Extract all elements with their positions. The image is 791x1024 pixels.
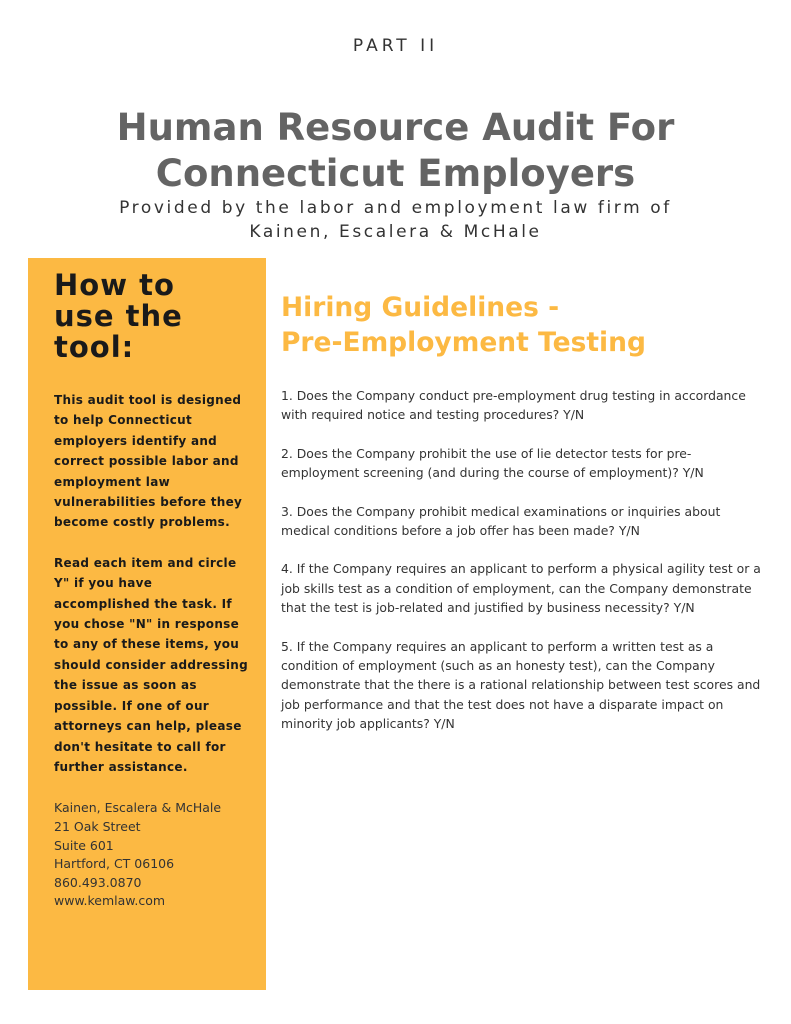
question-item: 1. Does the Company conduct pre-employment drug testing in accordance with required notice and testing procedures? Y/N bbox=[281, 388, 746, 423]
subtitle-line-2: Kainen, Escalera & McHale bbox=[249, 222, 542, 242]
section-title-line-2: Pre-Employment Testing bbox=[281, 327, 646, 358]
contact-block bbox=[54, 799, 250, 911]
section-title-line-1: Hiring Guidelines - bbox=[281, 292, 560, 323]
subtitle-line-1: Provided by the labor and employment law firm of bbox=[119, 198, 672, 218]
question-list bbox=[281, 386, 761, 734]
question-item: 2. Does the Company prohibit the use of lie detector tests for pre-employment screening (and during the course of employment)? Y/N bbox=[281, 445, 704, 481]
question-item: 5. If the Company requires an applicant to perform a written test as a condition of employment (such as an honesty test), can the Company demonstrate that the there is a rational relationship between test scores and job performance and that the test does not have a disparate impact on minority job applicants? Y/N bbox=[281, 638, 761, 732]
contact-suite: Suite 601 bbox=[54, 837, 114, 853]
instructions-sidebar bbox=[28, 258, 266, 990]
contact-city: Hartford, CT 06106 bbox=[54, 856, 175, 872]
contact-website[interactable]: www.kemlaw.com bbox=[54, 893, 166, 909]
section-title bbox=[281, 290, 761, 360]
sidebar-instructions-paragraph: Read each item and circle Y" if you have accomplished the task. If you chose "N" in response to any of these items, you should consider addressing the issue as soon as possible. If one of our attorneys can help, please don't hesitate to call for further assistance. bbox=[54, 555, 248, 774]
main-content bbox=[281, 290, 761, 753]
contact-street: 21 Oak Street bbox=[54, 818, 141, 834]
page-title-line-2: Connecticut Employers bbox=[155, 151, 636, 195]
subtitle bbox=[0, 196, 791, 244]
contact-firm: Kainen, Escalera & McHale bbox=[54, 800, 222, 816]
page-title bbox=[0, 105, 791, 197]
question-item: 4. If the Company requires an applicant to perform a physical agility test or a job skills test as a condition of employment, can the Company demonstrate that the test is job-related and justified by business necessity? Y/N bbox=[281, 561, 761, 616]
sidebar-intro-paragraph: This audit tool is designed to help Connecticut employers identify and correct possible labor and employment law vulnerabilities before they become costly problems. bbox=[54, 393, 243, 530]
sidebar-heading: How to use the tool: bbox=[54, 268, 183, 364]
question-item: 3. Does the Company prohibit medical examinations or inquiries about medical conditions before a job offer has been made? Y/N bbox=[281, 503, 721, 539]
page-title-line-1: Human Resource Audit For bbox=[116, 105, 675, 149]
part-label: PART II bbox=[352, 36, 439, 56]
contact-phone: 860.493.0870 bbox=[54, 874, 142, 890]
